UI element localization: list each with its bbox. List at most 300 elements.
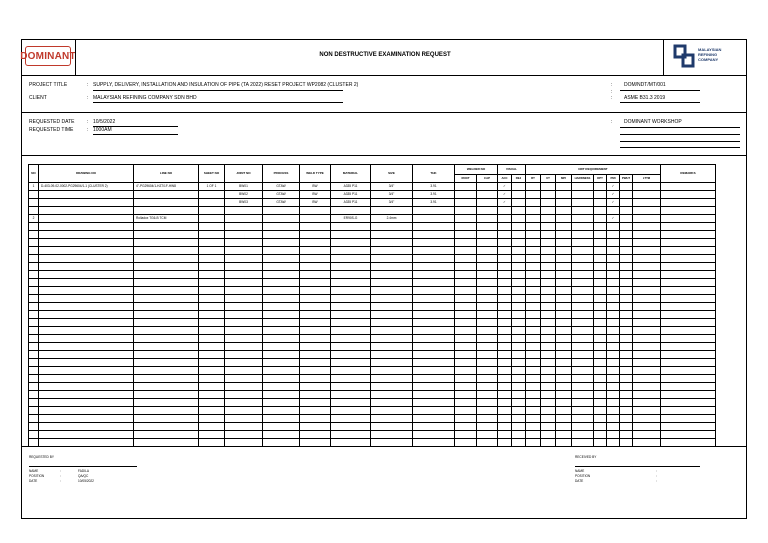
cell-size [371, 287, 413, 295]
cell-dpt [594, 383, 607, 391]
cell-process: GTAW [263, 199, 300, 207]
cell-weld-type [300, 375, 331, 383]
cell-material [331, 303, 371, 311]
cell-pmi [607, 239, 620, 247]
header-divider [663, 39, 664, 75]
cell-size [371, 311, 413, 319]
cell-dpt [594, 223, 607, 231]
cell-remarks [661, 207, 716, 215]
header-line-no: LINE NO [134, 165, 199, 183]
cell-ut [541, 383, 556, 391]
cell-drawing [39, 311, 134, 319]
cell-no [29, 359, 39, 367]
cell-process [263, 295, 300, 303]
colon: : [87, 82, 89, 88]
cell-dpt [594, 359, 607, 367]
location-value: DOMINANT WORKSHOP [624, 119, 682, 125]
colon: : [60, 474, 61, 478]
cell-drawing [39, 255, 134, 263]
header-weld-type: WELD TYPE [300, 165, 331, 183]
cell-acc [498, 311, 512, 319]
cell-line [134, 383, 199, 391]
cell-material [331, 271, 371, 279]
cell-no [29, 311, 39, 319]
cell-root [455, 407, 477, 415]
cell-remarks [661, 383, 716, 391]
cell-mpi [556, 367, 572, 375]
cell-size [371, 255, 413, 263]
cell-mpi [556, 423, 572, 431]
cell-ut [541, 359, 556, 367]
table-row [29, 359, 716, 367]
header-rej: REJ [512, 175, 526, 183]
cell-root [455, 319, 477, 327]
cell-lttm [633, 327, 661, 335]
cell-material [331, 375, 371, 383]
cell-weld-type [300, 279, 331, 287]
cell-line [134, 335, 199, 343]
cell-pmi [607, 367, 620, 375]
cell-hardness [572, 239, 594, 247]
cell-pwht [620, 215, 633, 223]
cell-lttm [633, 255, 661, 263]
cell-weld-type [300, 335, 331, 343]
cell-lttm [633, 271, 661, 279]
cell-rt [526, 303, 541, 311]
cell-remarks [661, 271, 716, 279]
cell-ut [541, 319, 556, 327]
cell-rt [526, 183, 541, 191]
cell-sheet [199, 407, 225, 415]
cell-joint [225, 215, 263, 223]
cell-size [371, 375, 413, 383]
cell-sheet [199, 367, 225, 375]
cell-mpi [556, 239, 572, 247]
colon: : [60, 479, 61, 483]
cell-joint [225, 303, 263, 311]
cell-dpt [594, 431, 607, 439]
cell-drawing [39, 391, 134, 399]
table-row [29, 207, 716, 215]
cell-process [263, 207, 300, 215]
cell-pwht [620, 247, 633, 255]
cell-lttm [633, 431, 661, 439]
cell-pwht [620, 327, 633, 335]
cell-material [331, 319, 371, 327]
cell-cap [477, 327, 498, 335]
cell-weld-type [300, 287, 331, 295]
cell-acc [498, 231, 512, 239]
cell-mpi [556, 207, 572, 215]
cell-lttm [633, 223, 661, 231]
cell-mpi [556, 215, 572, 223]
cell-joint [225, 415, 263, 423]
cell-mpi [556, 247, 572, 255]
cell-dpt [594, 407, 607, 415]
cell-line [134, 367, 199, 375]
cell-sheet [199, 271, 225, 279]
cell-no [29, 327, 39, 335]
cell-line [134, 271, 199, 279]
cell-size: 2.4mm [371, 215, 413, 223]
cell-line [134, 199, 199, 207]
cell-remarks [661, 375, 716, 383]
cell-dpt [594, 231, 607, 239]
cell-sheet [199, 327, 225, 335]
cell-no [29, 423, 39, 431]
cell-ut [541, 215, 556, 223]
footer-separator [21, 446, 747, 447]
cell-mpi [556, 191, 572, 199]
cell-process [263, 271, 300, 279]
cell-pwht [620, 255, 633, 263]
cell-acc [498, 399, 512, 407]
cell-remarks [661, 191, 716, 199]
cell-rt [526, 351, 541, 359]
table-row [29, 319, 716, 327]
cell-process [263, 343, 300, 351]
cell-material [331, 327, 371, 335]
cell-rt [526, 343, 541, 351]
cell-thk [413, 415, 455, 423]
cell-cap [477, 383, 498, 391]
cell-pmi [607, 255, 620, 263]
cell-drawing [39, 407, 134, 415]
cell-thk [413, 279, 455, 287]
cell-ut [541, 183, 556, 191]
colon: : [87, 95, 89, 101]
cell-root [455, 399, 477, 407]
colon: : [611, 95, 613, 101]
colon: : [656, 479, 657, 483]
req-position-value: QA/QC [78, 474, 89, 478]
cell-no [29, 247, 39, 255]
header-rt: RT [526, 175, 541, 183]
cell-pwht [620, 191, 633, 199]
cell-process [263, 359, 300, 367]
cell-remarks [661, 239, 716, 247]
cell-thk [413, 303, 455, 311]
cell-acc [498, 223, 512, 231]
cell-no [29, 375, 39, 383]
table-row [29, 351, 716, 359]
cell-hardness [572, 407, 594, 415]
cell-acc [498, 319, 512, 327]
table-row [29, 239, 716, 247]
cell-dpt [594, 391, 607, 399]
header-dpt: DPT [594, 175, 607, 183]
cell-thk [413, 407, 455, 415]
cell-process: GTAW [263, 191, 300, 199]
header-thk: THK [413, 165, 455, 183]
cell-rt [526, 255, 541, 263]
cell-sheet [199, 279, 225, 287]
cell-no [29, 255, 39, 263]
colon: : [611, 119, 613, 125]
cell-line [134, 399, 199, 407]
header-process: PROCESS [263, 165, 300, 183]
table-row [29, 391, 716, 399]
cell-pmi [607, 311, 620, 319]
cell-hardness [572, 303, 594, 311]
cell-mpi [556, 383, 572, 391]
cell-root [455, 279, 477, 287]
cell-lttm [633, 391, 661, 399]
cell-dpt [594, 263, 607, 271]
header-no: NO [29, 165, 39, 183]
cell-no [29, 223, 39, 231]
cell-rej [512, 415, 526, 423]
cell-root [455, 431, 477, 439]
cell-sheet [199, 319, 225, 327]
cell-root [455, 375, 477, 383]
cell-ut [541, 295, 556, 303]
cell-joint [225, 407, 263, 415]
cell-lttm [633, 191, 661, 199]
table-row [29, 191, 716, 199]
cell-sheet [199, 199, 225, 207]
header-ferrite-lttm: LTTM [633, 175, 661, 183]
cell-thk [413, 335, 455, 343]
cell-hardness [572, 367, 594, 375]
logo-line-1: MALAYSIAN [698, 47, 722, 52]
table-row [29, 383, 716, 391]
cell-root [455, 295, 477, 303]
cell-material [331, 311, 371, 319]
cell-pwht [620, 343, 633, 351]
cell-rt [526, 271, 541, 279]
cell-drawing [39, 279, 134, 287]
header-pmi: PMI [607, 175, 620, 183]
cell-thk [413, 423, 455, 431]
cell-process [263, 255, 300, 263]
cell-hardness [572, 359, 594, 367]
cell-acc [498, 343, 512, 351]
cell-no [29, 319, 39, 327]
req-name-value: FADILA [78, 469, 89, 473]
cell-joint [225, 383, 263, 391]
header-ut: UT [541, 175, 556, 183]
cell-ut [541, 335, 556, 343]
cell-root [455, 351, 477, 359]
header-size: SIZE [371, 165, 413, 183]
cell-root [455, 207, 477, 215]
cell-root [455, 383, 477, 391]
cell-process [263, 367, 300, 375]
cell-rej [512, 183, 526, 191]
cell-dpt [594, 183, 607, 191]
header-acc: ACC [498, 175, 512, 183]
cell-rej [512, 255, 526, 263]
table-row [29, 431, 716, 439]
cell-ut [541, 191, 556, 199]
cell-rej [512, 223, 526, 231]
cell-drawing [39, 247, 134, 255]
cell-pmi: ✓ [607, 183, 620, 191]
cell-lttm [633, 295, 661, 303]
cell-rt [526, 391, 541, 399]
cell-rt [526, 279, 541, 287]
cell-rej [512, 335, 526, 343]
cell-line [134, 239, 199, 247]
cell-rt [526, 335, 541, 343]
cell-joint: BW02 [225, 191, 263, 199]
header-visual: VISUAL [498, 165, 526, 175]
cell-no [29, 431, 39, 439]
cell-drawing: D-403-09-02-0002-PG29604/1-1 (CLUSTER 2) [39, 183, 134, 191]
table-row [29, 215, 716, 223]
cell-remarks [661, 319, 716, 327]
code-standard: ASME B31.3 2019 [624, 95, 666, 101]
cell-process [263, 279, 300, 287]
cell-material [331, 415, 371, 423]
cell-cap [477, 287, 498, 295]
cell-process [263, 239, 300, 247]
cell-remarks [661, 407, 716, 415]
cell-dpt [594, 191, 607, 199]
cell-drawing [39, 263, 134, 271]
cell-remarks [661, 263, 716, 271]
cell-hardness [572, 215, 594, 223]
cell-mpi [556, 199, 572, 207]
cell-hardness [572, 295, 594, 303]
cell-rej [512, 407, 526, 415]
cell-root [455, 223, 477, 231]
cell-joint [225, 367, 263, 375]
cell-cap [477, 423, 498, 431]
cell-hardness [572, 223, 594, 231]
cell-ut [541, 399, 556, 407]
cell-rej [512, 191, 526, 199]
header-sheet-no: SHEET NO [199, 165, 225, 183]
colon: : [87, 119, 89, 125]
cell-material [331, 247, 371, 255]
cell-mpi [556, 343, 572, 351]
cell-thk [413, 431, 455, 439]
cell-rt [526, 223, 541, 231]
cell-cap [477, 247, 498, 255]
cell-rt [526, 327, 541, 335]
cell-material [331, 383, 371, 391]
cell-dpt [594, 279, 607, 287]
cell-remarks [661, 343, 716, 351]
cell-acc [498, 255, 512, 263]
cell-mpi [556, 311, 572, 319]
cell-cap [477, 279, 498, 287]
cell-hardness [572, 207, 594, 215]
cell-size [371, 239, 413, 247]
cell-process [263, 431, 300, 439]
cell-root [455, 199, 477, 207]
cell-weld-type: BW [300, 183, 331, 191]
cell-drawing [39, 399, 134, 407]
cell-weld-type [300, 391, 331, 399]
cell-drawing [39, 231, 134, 239]
cell-hardness [572, 271, 594, 279]
cell-pmi [607, 231, 620, 239]
cell-acc [498, 359, 512, 367]
cell-root [455, 255, 477, 263]
cell-joint [225, 423, 263, 431]
cell-pmi: ✓ [607, 215, 620, 223]
cell-acc [498, 335, 512, 343]
cell-joint [225, 327, 263, 335]
cell-no [29, 391, 39, 399]
cell-weld-type [300, 303, 331, 311]
cell-sheet [199, 383, 225, 391]
cell-ut [541, 391, 556, 399]
cell-rt [526, 423, 541, 431]
cell-weld-type: BW [300, 191, 331, 199]
cell-remarks [661, 183, 716, 191]
cell-mpi [556, 327, 572, 335]
cell-hardness [572, 199, 594, 207]
cell-lttm [633, 239, 661, 247]
cell-size [371, 247, 413, 255]
cell-line: 4"-PG29604/1-HZ7/1F-HW8 [134, 183, 199, 191]
cell-pwht [620, 303, 633, 311]
cell-line: Rolladox TG6-B TCM [134, 215, 199, 223]
cell-rej [512, 295, 526, 303]
cell-root [455, 183, 477, 191]
cell-root [455, 247, 477, 255]
table-row [29, 327, 716, 335]
cell-rt [526, 263, 541, 271]
cell-no [29, 343, 39, 351]
cell-remarks [661, 223, 716, 231]
cell-rt [526, 415, 541, 423]
cell-process [263, 311, 300, 319]
cell-rej [512, 287, 526, 295]
cell-pwht [620, 287, 633, 295]
header-drawing-no: DRAWING NO [39, 165, 134, 183]
cell-pmi [607, 335, 620, 343]
header-hardness: HARDNESS [572, 175, 594, 183]
cell-thk [413, 223, 455, 231]
cell-pmi: ✓ [607, 199, 620, 207]
cell-material [331, 359, 371, 367]
cell-cap [477, 399, 498, 407]
cell-drawing [39, 223, 134, 231]
cell-root [455, 343, 477, 351]
cell-cap [477, 215, 498, 223]
cell-line [134, 303, 199, 311]
cell-size [371, 231, 413, 239]
cell-process [263, 263, 300, 271]
cell-acc [498, 431, 512, 439]
cell-drawing [39, 359, 134, 367]
cell-thk [413, 311, 455, 319]
cell-rej [512, 359, 526, 367]
cell-joint [225, 207, 263, 215]
underline [620, 134, 740, 135]
cell-acc [498, 215, 512, 223]
cell-ut [541, 199, 556, 207]
rec-position-label: POSITION [575, 474, 591, 478]
cell-ut [541, 287, 556, 295]
cell-acc [498, 367, 512, 375]
cell-remarks [661, 231, 716, 239]
cell-rej [512, 231, 526, 239]
cell-weld-type [300, 327, 331, 335]
cell-joint [225, 287, 263, 295]
cell-ut [541, 223, 556, 231]
cell-weld-type [300, 399, 331, 407]
cell-hardness [572, 415, 594, 423]
req-date-value: 10/05/2022 [78, 479, 94, 483]
cell-weld-type [300, 223, 331, 231]
cell-thk [413, 215, 455, 223]
